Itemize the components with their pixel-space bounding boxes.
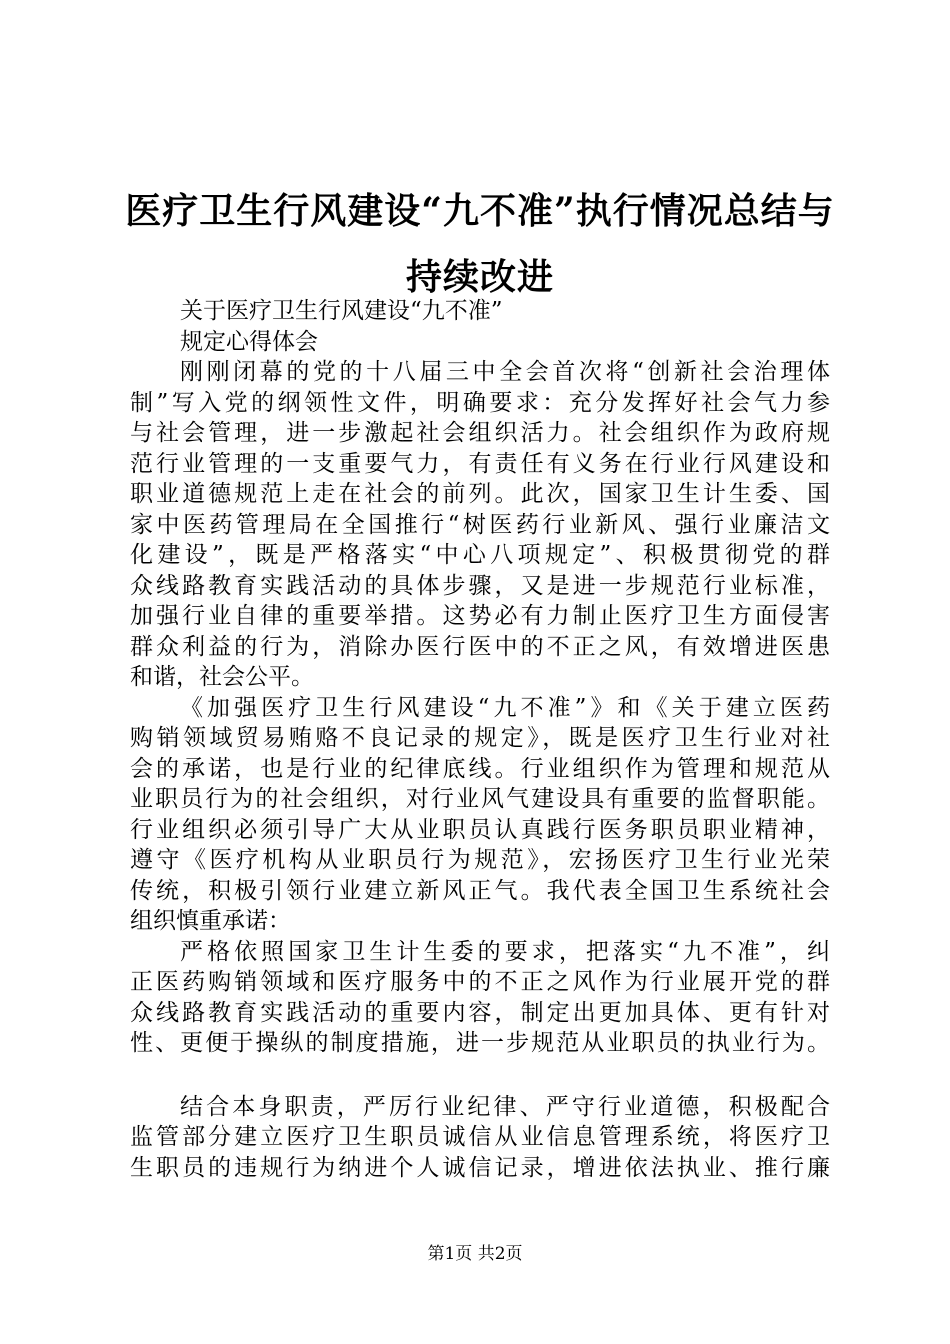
paragraph-3 [130,937,830,1059]
paragraph-line: 众线路教育实践活动的重要内容，制定出更加具体、更有针对 [130,999,830,1026]
paragraph-line: 遵守《医疗机构从业职员行为规范》，宏扬医疗卫生行业光荣 [130,847,830,873]
paragraph-line: 职业道德规范上走在社会的前列。此次，国家卫生计生委、国 [130,481,830,507]
paragraph-line: 《加强医疗卫生行风建设“九不准”》和《关于建立医药 [180,694,830,721]
paragraph-line: 与社会管理，进一步激起社会组织活力。社会组织作为政府规 [130,420,830,446]
paragraph-4 [130,1092,830,1184]
title-line-1: 医疗卫生行风建设“九不准”执行情况总结与 [125,190,835,232]
paragraph-line: 结合本身职责，严厉行业纪律、严守行业道德，积极配合 [180,1093,830,1120]
paragraph-line: 生职员的违规行为纳进个人诚信记录，增进依法执业、推行廉 [130,1154,830,1181]
paragraph-2 [130,693,830,937]
paragraph-line: 会的承诺，也是行业的纪律底线。行业组织作为管理和规范从 [130,755,830,782]
paragraph-line: 业职员行为的社会组织，对行业风气建设具有重要的监督职能。 [130,786,830,812]
paragraph-line: 加强行业自律的重要举措。这势必有力制止医疗卫生方面侵害 [130,603,830,629]
paragraph-line: 众线路教育实践活动的具体步骤，又是进一步规范行业标准， [130,572,830,599]
paragraph-line: 制”写入党的纲领性文件，明确要求：充分发挥好社会气力参 [130,389,830,416]
subtitle-line-1: 关于医疗卫生行风建设“九不准” [180,298,503,324]
paragraph-1 [130,357,830,693]
paragraph-line: 家中医药管理局在全国推行“树医药行业新风、强行业廉洁文 [130,511,830,538]
paragraph-gap [130,1059,830,1092]
title-line-2: 持续改进 [405,256,554,298]
paragraph-line: 组织慎重承诺： [130,908,291,934]
paragraph-line: 群众利益的行为，消除办医行医中的不正之风，有效增进医患 [130,633,830,660]
paragraph-line: 范行业管理的一支重要气力，有责任有义务在行业行风建设和 [130,450,830,477]
paragraph-line: 行业组织必须引导广大从业职员认真践行医务职员职业精神， [130,816,830,843]
paragraph-line: 传统，积极引领行业建立新风正气。我代表全国卫生系统社会 [130,877,830,904]
document-title [110,178,850,310]
paragraph-line: 监管部分建立医疗卫生职员诚信从业信息管理系统，将医疗卫 [130,1124,830,1150]
page-footer: 第1页 共2页 [427,1244,523,1264]
document-body [130,296,830,1183]
paragraph-line: 购销领域贸易贿赂不良记录的规定》，既是医疗卫生行业对社 [130,725,830,751]
paragraph-line: 性、更便于操纵的制度措施，进一步规范从业职员的执业行为。 [130,1030,830,1056]
paragraph-line: 刚刚闭幕的党的十八届三中全会首次将“创新社会治理体 [180,359,830,385]
paragraph-line: 正医药购销领域和医疗服务中的不正之风作为行业展开党的群 [130,969,830,995]
paragraph-line: 严格依照国家卫生计生委的要求，把落实“九不准”，纠 [180,938,830,965]
paragraph-line: 和谐，社会公平。 [130,664,314,690]
paragraph-line: 化建设”，既是严格落实“中心八项规定”、积极贯彻党的群 [130,542,830,568]
subtitle-line-2: 规定心得体会 [180,328,318,355]
